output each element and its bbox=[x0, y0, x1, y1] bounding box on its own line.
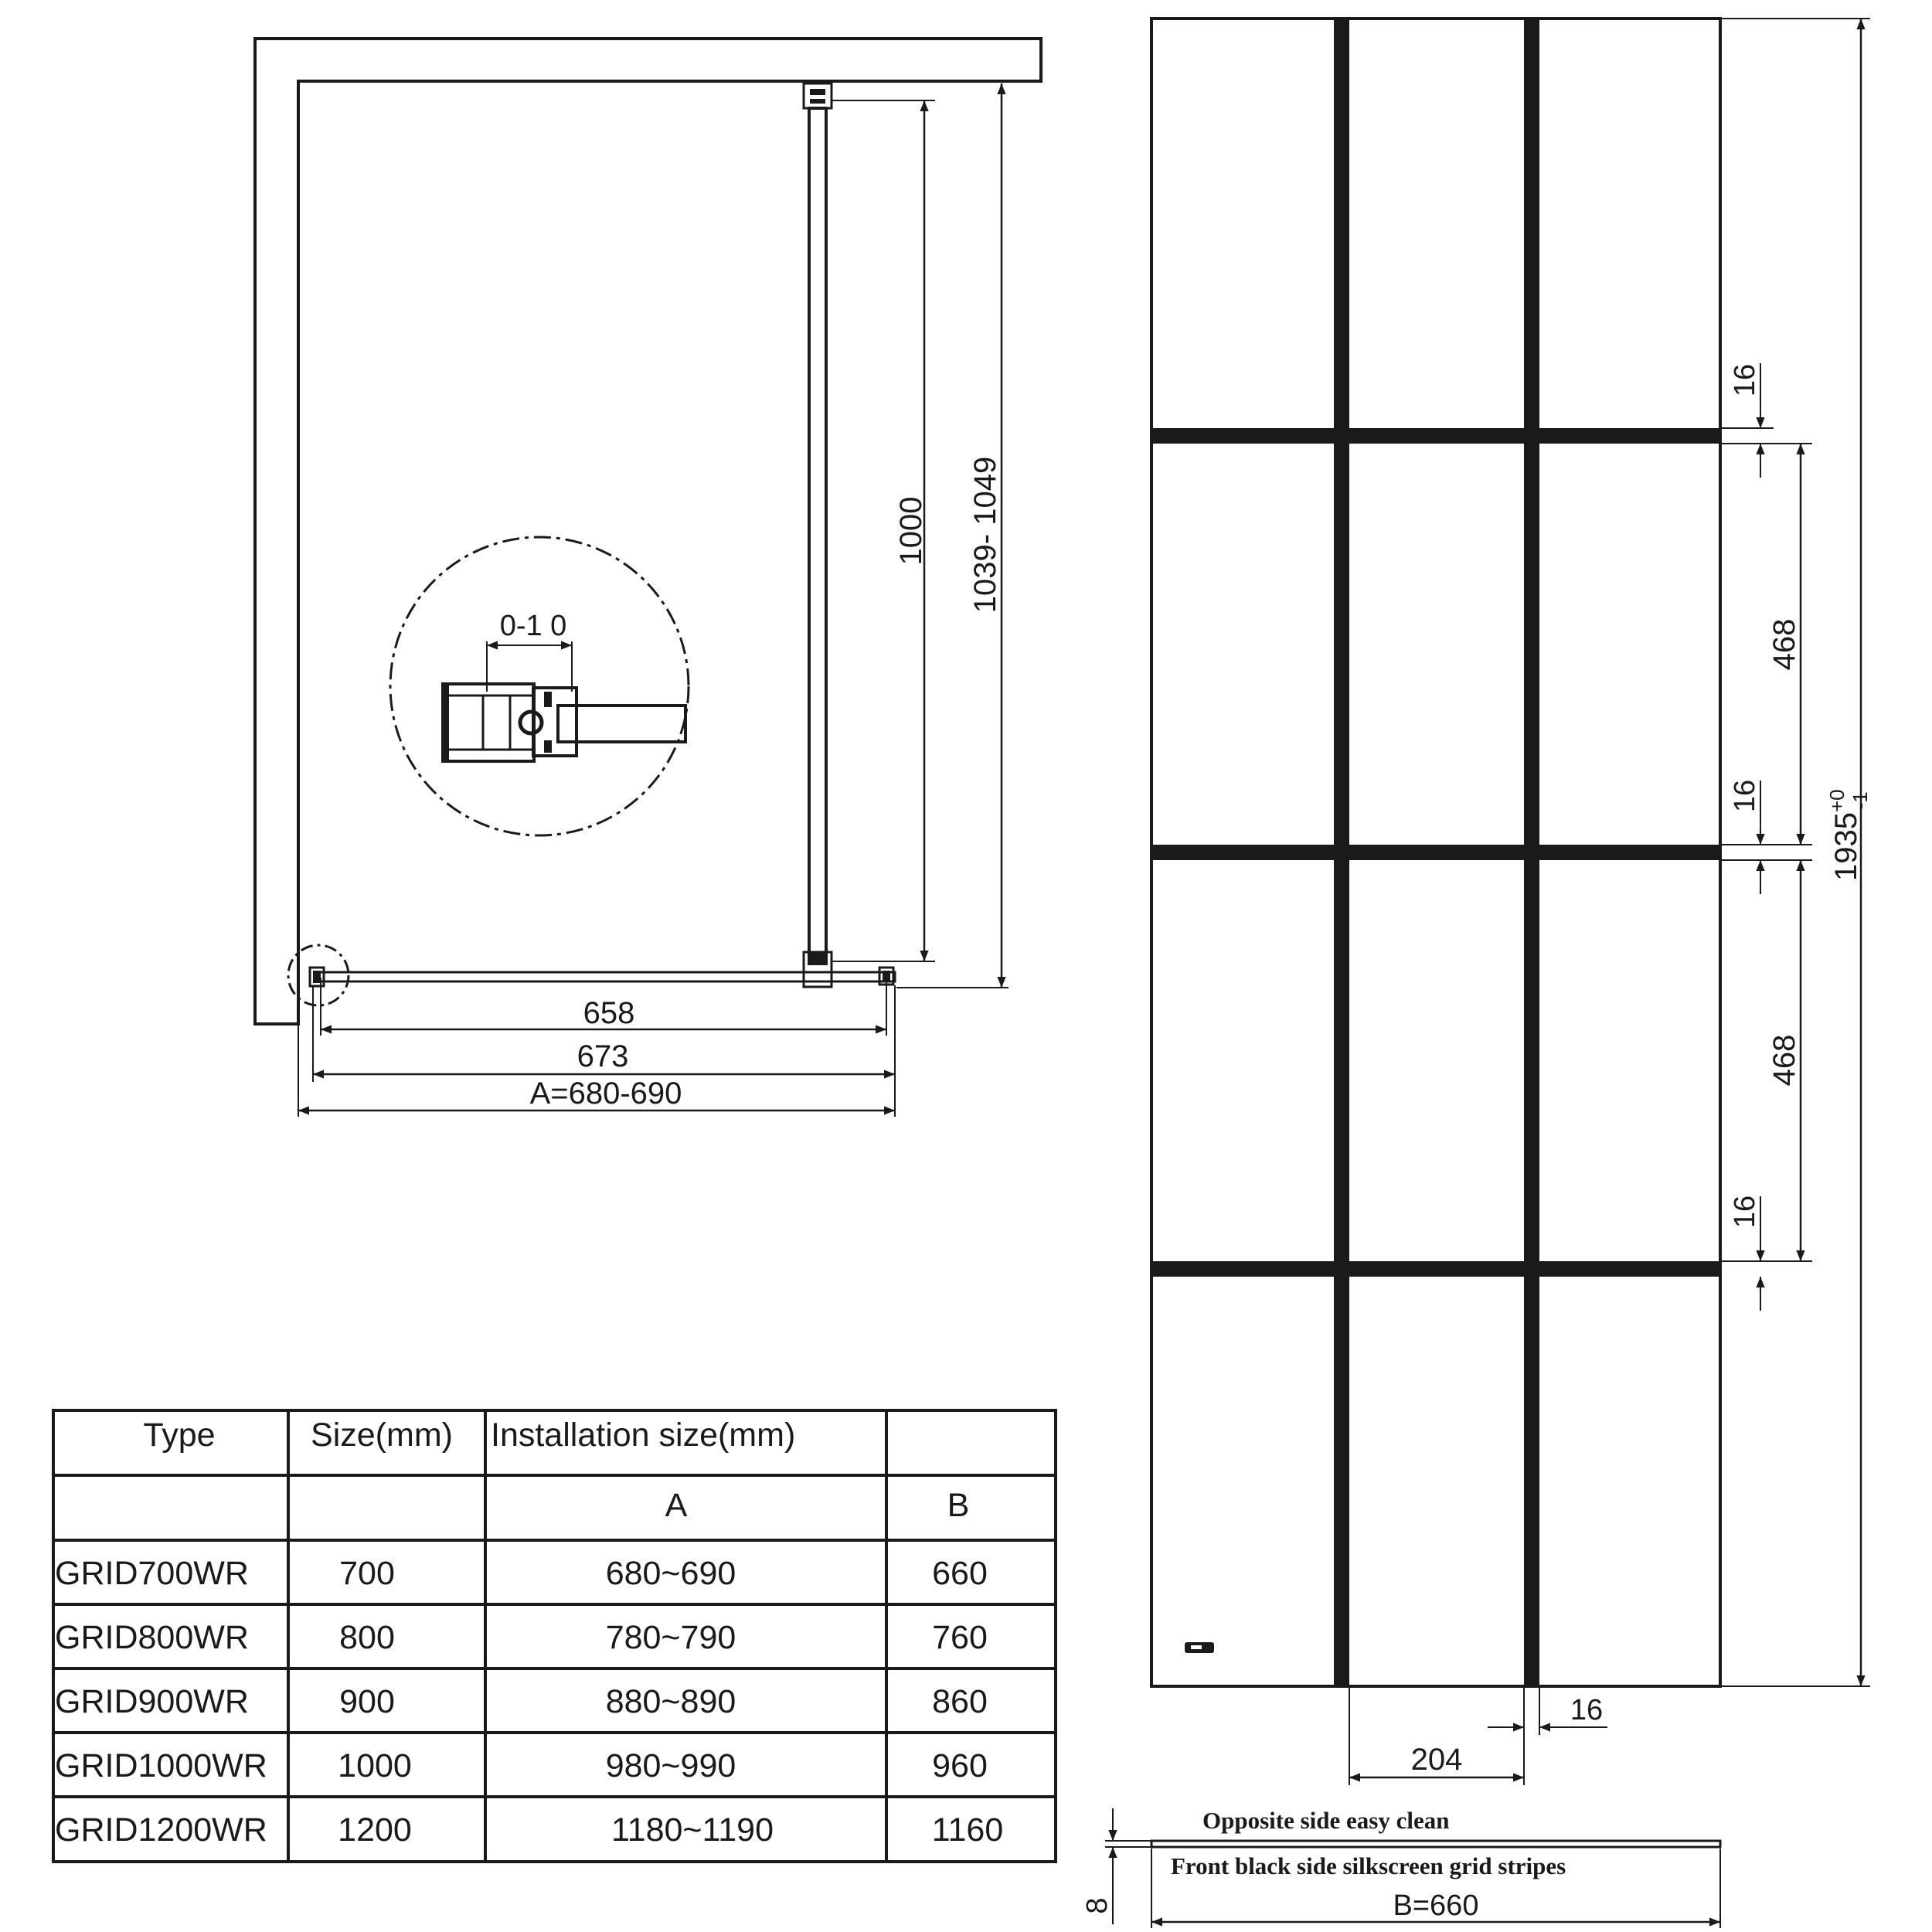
header-type: Type bbox=[143, 1417, 216, 1454]
grid-stripe-horizontal bbox=[1151, 845, 1720, 860]
total-height-label bbox=[1825, 789, 1872, 881]
section-width-label: B=660 bbox=[1393, 1889, 1479, 1922]
dim-total-height bbox=[1722, 19, 1872, 1686]
detail-callout bbox=[390, 537, 689, 835]
section-view bbox=[1081, 1807, 1720, 1928]
dim-bar-mid bbox=[1722, 780, 1774, 894]
cell-upper-label: 468 bbox=[1767, 618, 1801, 671]
note-easy-clean: Opposite side easy clean bbox=[1202, 1807, 1450, 1834]
subheader-b: B bbox=[947, 1487, 970, 1524]
panel-width-label: 673 bbox=[577, 1039, 629, 1073]
total-height-tol-upper: +0 bbox=[1825, 789, 1849, 813]
table-cell-a: 980~990 bbox=[605, 1747, 736, 1784]
table-cell-b: 960 bbox=[932, 1747, 988, 1784]
table-cell-b: 1160 bbox=[931, 1811, 1004, 1849]
plan-view bbox=[255, 39, 1041, 1117]
glass-width-label: 658 bbox=[583, 996, 635, 1030]
vertical-glass-panel bbox=[804, 83, 832, 987]
table-cell-type: GRID800WR bbox=[55, 1619, 249, 1656]
dim-thickness bbox=[1081, 1808, 1151, 1924]
table-cell-b: 760 bbox=[932, 1619, 988, 1656]
bar-width-label: 16 bbox=[1570, 1694, 1604, 1726]
total-height-main: 1935 bbox=[1829, 812, 1863, 881]
cell-lower-label: 468 bbox=[1767, 1034, 1801, 1087]
spec-table bbox=[53, 1410, 1056, 1862]
table-cell-a: 780~790 bbox=[605, 1619, 736, 1656]
table-cell-size: 800 bbox=[339, 1619, 395, 1656]
detail-gap-label: 0-1 0 bbox=[499, 610, 567, 642]
height-outer-label: 1039- 1049 bbox=[968, 456, 1002, 614]
height-inner-label: 1000 bbox=[894, 496, 928, 566]
table-cell-a: 880~890 bbox=[605, 1683, 736, 1720]
table-cell-type: GRID900WR bbox=[55, 1683, 249, 1720]
thickness-label: 8 bbox=[1081, 1897, 1114, 1914]
dim-glass-width bbox=[321, 978, 886, 1036]
dim-height-inner bbox=[832, 100, 935, 961]
table-cell-b: 660 bbox=[932, 1555, 988, 1592]
table-cell-type: GRID700WR bbox=[55, 1555, 249, 1592]
grid-stripe-horizontal bbox=[1151, 428, 1720, 444]
cell-width-label: 204 bbox=[1410, 1743, 1463, 1777]
table-cell-size: 1200 bbox=[338, 1811, 412, 1849]
header-installation: Installation size(mm) bbox=[491, 1417, 796, 1454]
table-cell-type: GRID1200WR bbox=[55, 1811, 267, 1849]
table-cell-size: 900 bbox=[339, 1683, 395, 1720]
bar-mid-label: 16 bbox=[1729, 779, 1761, 813]
dim-cell-width bbox=[1349, 1686, 1524, 1785]
horizontal-glass-panel bbox=[310, 968, 895, 986]
dim-bar-width bbox=[1488, 1686, 1607, 1735]
subheader-a: A bbox=[665, 1487, 688, 1524]
table-cell-size: 700 bbox=[339, 1555, 395, 1592]
header-size: Size(mm) bbox=[311, 1417, 453, 1454]
table-cell-a: 680~690 bbox=[605, 1555, 736, 1592]
table-cell-b: 860 bbox=[932, 1683, 988, 1720]
note-silkscreen: Front black side silkscreen grid stripes bbox=[1171, 1852, 1566, 1879]
bar-top-label: 16 bbox=[1729, 363, 1761, 397]
dim-bar-top bbox=[1722, 363, 1774, 478]
table-cell-size: 1000 bbox=[338, 1747, 412, 1784]
table-cell-a: 1180~1190 bbox=[611, 1811, 774, 1849]
elevation-view bbox=[1151, 19, 1872, 1785]
install-width-label: A=680-690 bbox=[529, 1077, 682, 1111]
bar-low-label: 16 bbox=[1729, 1195, 1761, 1229]
table-cell-type: GRID1000WR bbox=[55, 1747, 267, 1784]
grid-stripe-horizontal bbox=[1151, 1261, 1720, 1277]
total-height-tol-lower: -1 bbox=[1849, 791, 1872, 810]
dim-bar-low bbox=[1722, 1196, 1774, 1311]
glass-section bbox=[1151, 1841, 1720, 1847]
